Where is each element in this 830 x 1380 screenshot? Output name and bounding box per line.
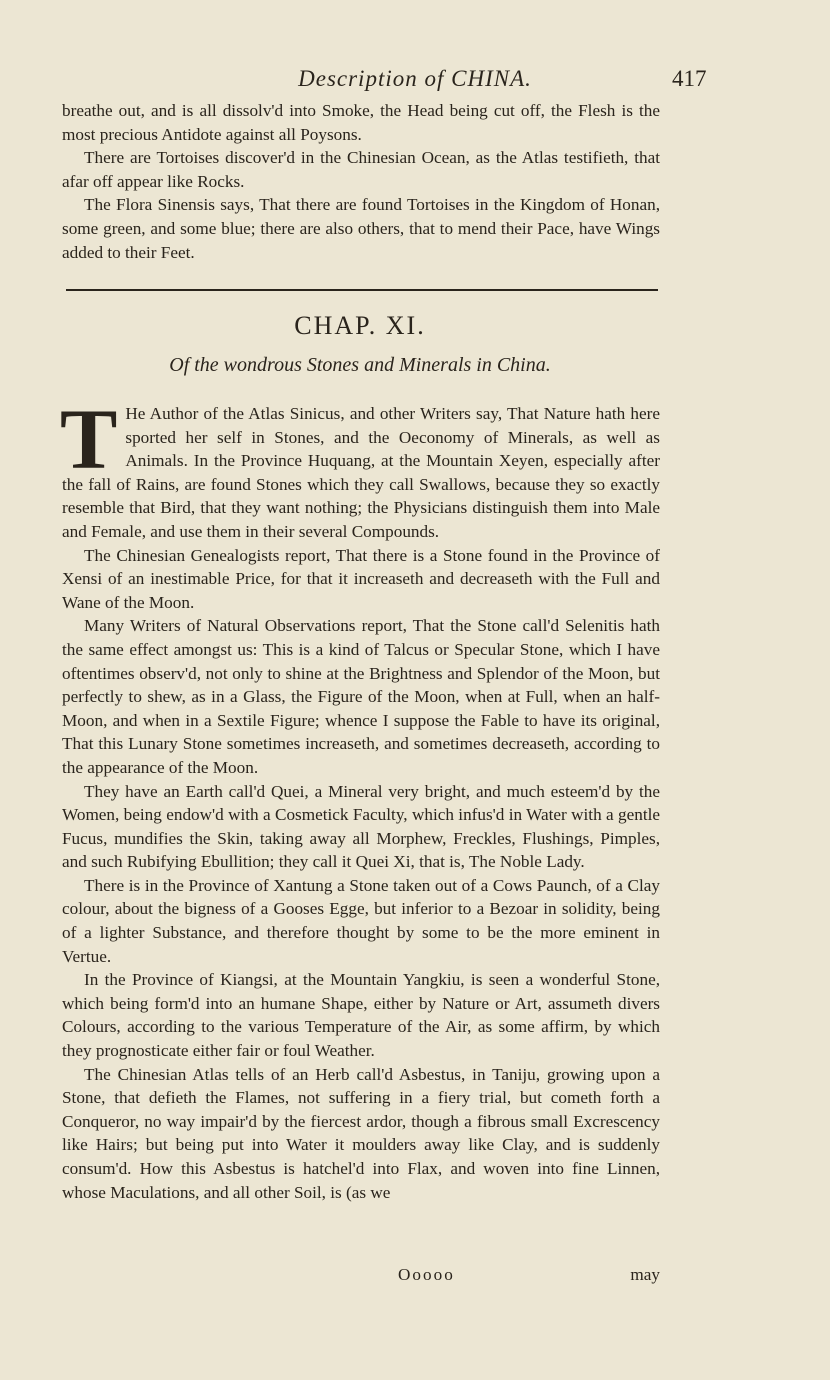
first-paragraph — [60, 391, 660, 544]
page-number: 417 — [672, 66, 707, 91]
section-divider — [66, 289, 658, 291]
body-paragraph: The Chinesian Genealogists report, That there is a Stone found in the Province of Xensi of an inestimable Price, for that it increaseth and decreaseth with the Full and Wane of the Moon. — [62, 545, 660, 612]
drop-cap: T — [60, 391, 118, 487]
body-paragraph: In the Province of Kiangsi, at the Mountain Yangkiu, is seen a wonderful Stone, which being form'd into an humane Shape, either by Nature or Art, assumeth divers Colours, according to the various Temperature of the Air, as some affirm, by which they prognosticate either fair or foul Weather. — [62, 970, 660, 1061]
intro-section — [62, 99, 660, 264]
body-paragraph: The Chinesian Atlas tells of an Herb call'd Asbestus, in Taniju, growing upon a Stone, that defieth the Flames, not suffering in a fiery trial, but cometh forth a Conqueror, no way impair'd by the fiercest ardor, though a fibrous small Excrescency like Hairs; but being put into Water it moulders away like Clay, and is suddenly consum'd. How this Asbestus is hatchel'd into Flax, and woven into fine Linnen, whose Maculations, and all other Soil, is (as we — [62, 1064, 660, 1202]
intro-paragraph: breathe out, and is all dissolv'd into Smoke, the Head being cut off, the Flesh is the most precious Antidote against all Poysons. — [62, 101, 660, 144]
intro-paragraph: There are Tortoises discover'd in the Chinesian Ocean, as the Atlas testifieth, that afar off appear like Rocks. — [62, 148, 660, 191]
body-paragraph: Many Writers of Natural Observations report, That the Stone call'd Selenitis hath the same effect amongst us: This is a kind of Talcus or Specular Stone, which I have oftentimes observ'd, not only to shine at the Brightness and Splendor of the Moon, but perfectly to shew, as in a Glass, the Figure of the Moon, when at Full, when an half-Moon, and when in a Sextile Figure; whence I suppose the Fable to have its original, That this Lunary Stone sometimes increaseth, and sometimes decreaseth, according to the appearance of the Moon. — [62, 616, 660, 777]
body-paragraph: They have an Earth call'd Quei, a Mineral very bright, and much esteem'd by the Women, being endow'd with a Cosmetick Faculty, which infus'd in Water with a gentle Fucus, mundifies the Skin, taking away all Morphew, Freckles, Flushings, Pimples, and such Rubifying Ebullition; they call it Quei Xi, that is, The Noble Lady. — [62, 781, 660, 872]
signature-mark: Ooooo — [398, 1265, 455, 1284]
page-footer — [62, 1265, 660, 1289]
first-paragraph-text: He Author of the Atlas Sinicus, and other Writers say, That Nature hath here sported her self in Stones, and the Oeconomy of Minerals, as well as Animals. In the Province Huquang, at the Mountain Xeyen, especially after the fall of Rains, are found Stones which they call Swallows, because they so exactly resemble that Bird, that they want nothing; the Physicians distinguish them into Male and Female, and use them in their several Compounds. — [62, 404, 660, 541]
intro-paragraph: The Flora Sinensis says, That there are found Tortoises in the Kingdom of Honan, some green, and some blue; there are also others, that to mend their Pace, have Wings added to their Feet. — [62, 195, 660, 262]
running-title: Description of CHINA. — [298, 66, 532, 91]
chapter-title: CHAP. XI. — [294, 311, 426, 340]
catchword: may — [630, 1265, 660, 1284]
chapter-subtitle: Of the wondrous Stones and Minerals in China. — [169, 354, 551, 376]
chapter-body — [60, 391, 660, 1204]
body-paragraph: There is in the Province of Xantung a Stone taken out of a Cows Paunch, of a Clay colour, about the bigness of a Gooses Egge, but inferior to a Bezoar in solidity, being of a lighter Substance, and therefore thought by some to be the more eminent in Vertue. — [62, 875, 660, 966]
